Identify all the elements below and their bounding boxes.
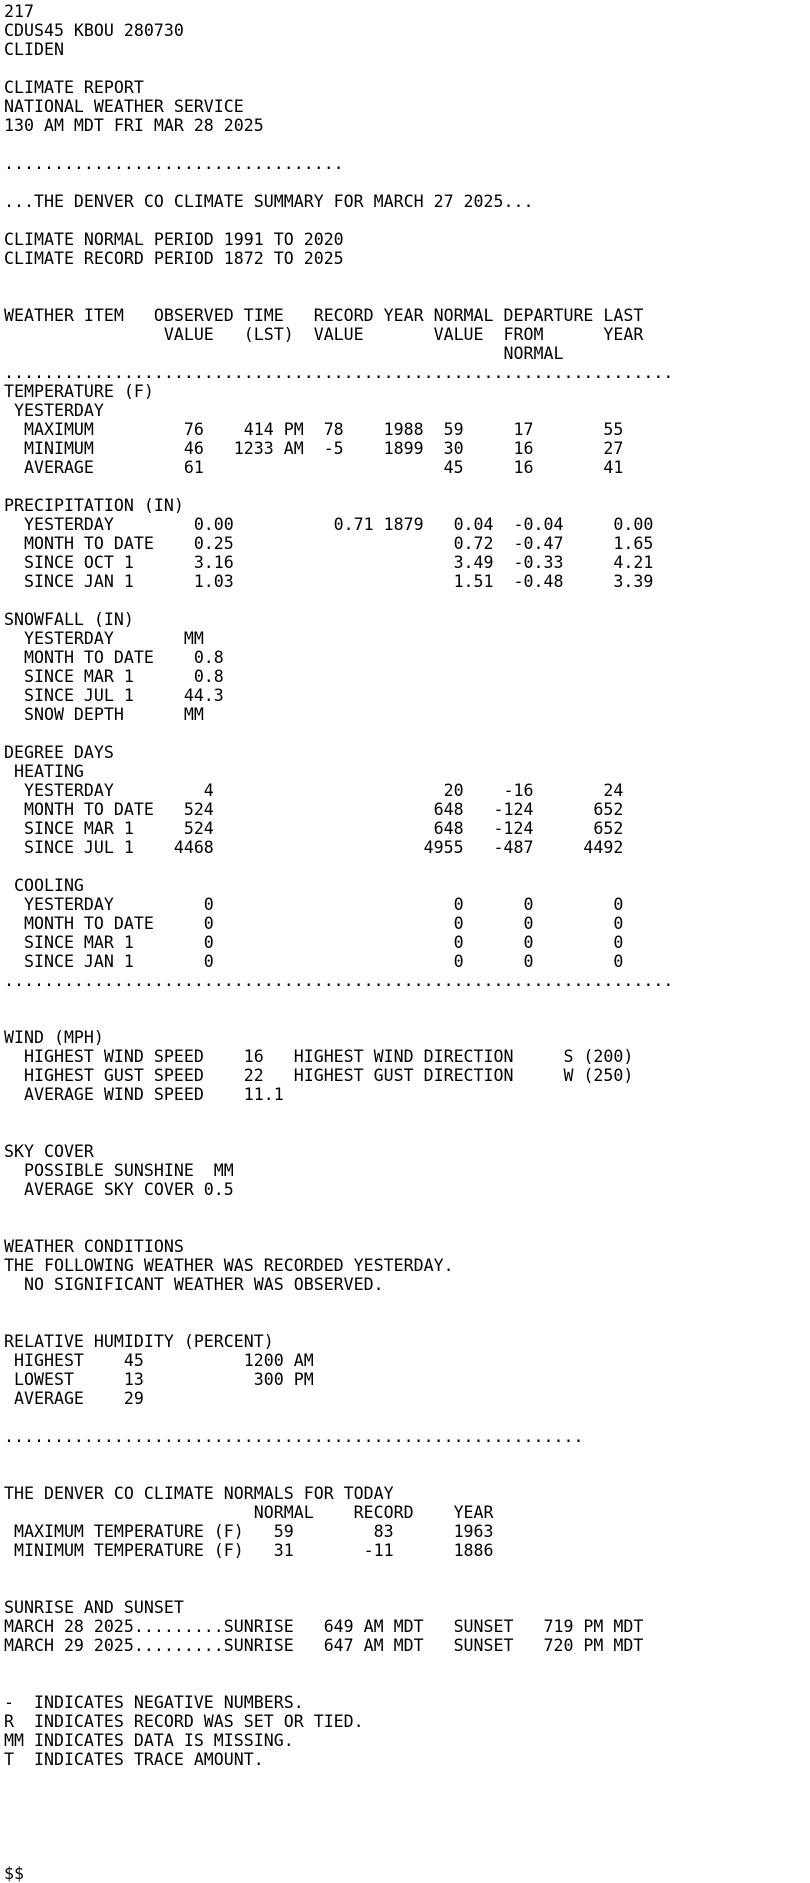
report-line: RELATIVE HUMIDITY (PERCENT)	[4, 1332, 274, 1351]
report-line: MONTH TO DATE 0.25 0.72 -0.47 1.65	[4, 534, 654, 553]
report-line: SUNRISE AND SUNSET	[4, 1598, 184, 1617]
report-line	[4, 211, 810, 230]
report-line	[4, 1826, 810, 1845]
report-line: TEMPERATURE (F)	[4, 382, 154, 401]
report-line: AVERAGE SKY COVER 0.5	[4, 1180, 234, 1199]
report-line	[4, 1294, 810, 1313]
report-line: CLIMATE NORMAL PERIOD 1991 TO 2020	[4, 230, 344, 249]
report-line: CLIDEN	[4, 40, 64, 59]
report-line: NO SIGNIFICANT WEATHER WAS OBSERVED.	[4, 1275, 384, 1294]
report-line	[4, 591, 810, 610]
report-line: MARCH 28 2025.........SUNRISE 649 AM MDT SUNSET 719 PM MDT	[4, 1617, 644, 1636]
report-line: MINIMUM TEMPERATURE (F) 31 -11 1886	[4, 1541, 494, 1560]
report-line: MM INDICATES DATA IS MISSING.	[4, 1731, 294, 1750]
report-line: AVERAGE 61 45 16 41	[4, 458, 624, 477]
report-line: PRECIPITATION (IN)	[4, 496, 184, 515]
report-line: HIGHEST 45 1200 AM	[4, 1351, 314, 1370]
report-line: VALUE (LST) VALUE VALUE FROM YEAR	[4, 325, 644, 344]
report-line	[4, 1807, 810, 1826]
report-line: MAXIMUM 76 414 PM 78 1988 59 17 55	[4, 420, 624, 439]
report-line	[4, 1845, 810, 1864]
report-line	[4, 1218, 810, 1237]
report-line: SINCE OCT 1 3.16 3.49 -0.33 4.21	[4, 553, 654, 572]
report-line: CLIMATE RECORD PERIOD 1872 TO 2025	[4, 249, 344, 268]
report-line: WEATHER CONDITIONS	[4, 1237, 184, 1256]
report-line: ...THE DENVER CO CLIMATE SUMMARY FOR MARCH 27 2025...	[4, 192, 534, 211]
report-line: SKY COVER	[4, 1142, 94, 1161]
report-line: HEATING	[4, 762, 84, 781]
report-line: MONTH TO DATE 524 648 -124 652	[4, 800, 624, 819]
report-line	[4, 1560, 810, 1579]
report-line: COOLING	[4, 876, 84, 895]
report-line: WEATHER ITEM OBSERVED TIME RECORD YEAR NORMAL DEPARTURE LAST	[4, 306, 644, 325]
report-line: - INDICATES NEGATIVE NUMBERS.	[4, 1693, 304, 1712]
report-line: MINIMUM 46 1233 AM -5 1899 30 16 27	[4, 439, 624, 458]
report-line: YESTERDAY 0 0 0 0	[4, 895, 624, 914]
report-line: SNOWFALL (IN)	[4, 610, 134, 629]
report-line: SINCE MAR 1 0.8	[4, 667, 224, 686]
report-line: HIGHEST WIND SPEED 16 HIGHEST WIND DIRECTION S (200)	[4, 1047, 634, 1066]
report-line: HIGHEST GUST SPEED 22 HIGHEST GUST DIRECTION W (250)	[4, 1066, 634, 1085]
report-line	[4, 1313, 810, 1332]
report-line	[4, 1446, 810, 1465]
report-line: NORMAL RECORD YEAR	[4, 1503, 494, 1522]
report-line	[4, 268, 810, 287]
report-line	[4, 135, 810, 154]
report-line: $$	[4, 1864, 24, 1883]
report-line: ..................................	[4, 154, 344, 173]
report-line	[4, 857, 810, 876]
report-line: NATIONAL WEATHER SERVICE	[4, 97, 244, 116]
report-line: MONTH TO DATE 0.8	[4, 648, 224, 667]
report-line: DEGREE DAYS	[4, 743, 114, 762]
report-line	[4, 287, 810, 306]
report-line	[4, 1104, 810, 1123]
report-line: THE FOLLOWING WEATHER WAS RECORDED YESTERDAY.	[4, 1256, 454, 1275]
report-line	[4, 477, 810, 496]
report-line	[4, 1465, 810, 1484]
report-line: MONTH TO DATE 0 0 0 0	[4, 914, 624, 933]
report-line: ...................................................................	[4, 363, 674, 382]
report-line	[4, 173, 810, 192]
report-line: YESTERDAY 0.00 0.71 1879 0.04 -0.04 0.00	[4, 515, 654, 534]
report-line	[4, 724, 810, 743]
report-line	[4, 1655, 810, 1674]
report-line	[4, 1123, 810, 1142]
report-line: AVERAGE 29	[4, 1389, 144, 1408]
report-line: SINCE JUL 1 44.3	[4, 686, 224, 705]
report-line: LOWEST 13 300 PM	[4, 1370, 314, 1389]
report-line: NORMAL	[4, 344, 564, 363]
report-line	[4, 1769, 810, 1788]
report-line: SINCE MAR 1 0 0 0 0	[4, 933, 624, 952]
report-line: T INDICATES TRACE AMOUNT.	[4, 1750, 264, 1769]
report-line: 130 AM MDT FRI MAR 28 2025	[4, 116, 264, 135]
report-line: SINCE JAN 1 1.03 1.51 -0.48 3.39	[4, 572, 654, 591]
report-line	[4, 1579, 810, 1598]
report-line: THE DENVER CO CLIMATE NORMALS FOR TODAY	[4, 1484, 394, 1503]
report-line: SNOW DEPTH MM	[4, 705, 204, 724]
report-line: ..........................................................	[4, 1427, 584, 1446]
report-line: SINCE MAR 1 524 648 -124 652	[4, 819, 624, 838]
report-line	[4, 1674, 810, 1693]
report-line	[4, 1788, 810, 1807]
report-line: MAXIMUM TEMPERATURE (F) 59 83 1963	[4, 1522, 494, 1541]
report-line	[4, 1199, 810, 1218]
report-line: SINCE JAN 1 0 0 0 0	[4, 952, 624, 971]
report-line: R INDICATES RECORD WAS SET OR TIED.	[4, 1712, 364, 1731]
report-line: WIND (MPH)	[4, 1028, 104, 1047]
report-line: YESTERDAY MM	[4, 629, 204, 648]
report-line: 217	[4, 2, 34, 21]
report-line	[4, 990, 810, 1009]
report-line: CLIMATE REPORT	[4, 78, 144, 97]
report-line	[4, 59, 810, 78]
report-line: YESTERDAY	[4, 401, 104, 420]
report-line: SINCE JUL 1 4468 4955 -487 4492	[4, 838, 624, 857]
report-line: CDUS45 KBOU 280730	[4, 21, 184, 40]
report-line	[4, 1408, 810, 1427]
report-line: YESTERDAY 4 20 -16 24	[4, 781, 624, 800]
report-line	[4, 1009, 810, 1028]
report-line: POSSIBLE SUNSHINE MM	[4, 1161, 234, 1180]
report-line: ...................................................................	[4, 971, 674, 990]
report-line: AVERAGE WIND SPEED 11.1	[4, 1085, 284, 1104]
report-line: MARCH 29 2025.........SUNRISE 647 AM MDT SUNSET 720 PM MDT	[4, 1636, 644, 1655]
